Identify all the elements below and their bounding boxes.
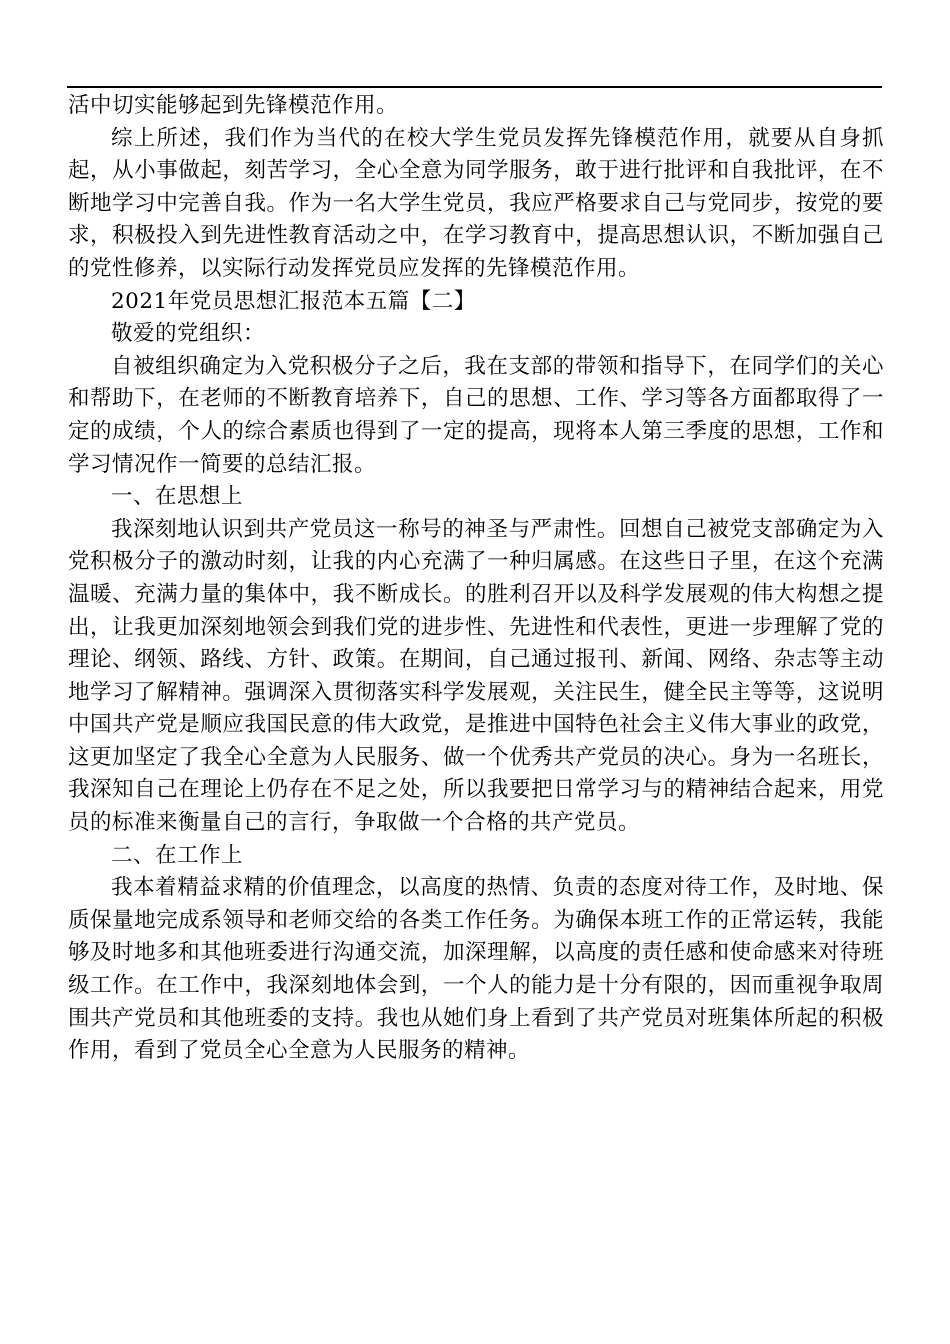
paragraph-intro: 自被组织确定为入党积极分子之后，我在支部的带领和指导下，在同学们的关心和帮助下，在老师的不断教育培养下，自己的思想、工作、学习等各方面都取得了一定的成绩，个人的综合素质也得到了一定的提高，现将本人第三季度的思想，工作和学习情况作一简要的总结汇报。 xyxy=(68,353,884,477)
section-title: 2021年党员思想汇报范本五篇【二】 xyxy=(111,288,476,314)
paragraph-thought: 我深刻地认识到共产党员这一称号的神圣与严肃性。回想自己被党支部确定为入党积极分子的激动时刻，让我的内心充满了一种归属感。在这些日子里，在这个充满温暖、充满力量的集体中，我不断成长。的胜利召开以及科学发展观的伟大构想之提出，让我更加深刻地领会到我们党的进步性、先进性和代表性，更进一步理解了党的理论、纲领、路线、方针、政策。在期间，自己通过报刊、新闻、网络、杂志等主动地学习了解精神。强调深入贯彻落实科学发展观，关注民生，健全民主等等，这说明中国共产党是顺应我国民意的伟大政党，是推进中国特色社会主义伟大事业的政党，这更加坚定了我全心全意为人民服务、做一个优秀共产党员的决心。身为一名班长，我深知自己在理论上仍存在不足之处，所以我要把日常学习与的精神结合起来，用党员的标准来衡量自己的言行，争取做一个合格的共产党员。 xyxy=(68,516,884,836)
paragraph-continuation: 活中切实能够起到先锋模范作用。 xyxy=(68,93,399,118)
paragraph-summary: 综上所述，我们作为当代的在校大学生党员发挥先锋模范作用，就要从自身抓起，从小事做起，刻苦学习，全心全意为同学服务，敢于进行批评和自我批评，在不断地学习中完善自我。作为一名大学生党员，我应严格要求自己与党同步，按党的要求，积极投入到先进性教育活动之中，在学习教育中，提高思想认识，不断加强自己的党性修养，以实际行动发挥党员应发挥的先锋模范作用。 xyxy=(68,125,884,281)
salutation: 敬爱的党组织： xyxy=(111,321,266,347)
heading-work: 二、在工作上 xyxy=(111,842,244,868)
header-rule xyxy=(67,86,882,88)
document-body xyxy=(68,90,884,1068)
heading-thought: 一、在思想上 xyxy=(111,484,244,510)
paragraph-work: 我本着精益求精的价值理念，以高度的热情、负责的态度对待工作，及时地、保质保量地完成系领导和老师交给的各类工作任务。为确保本班工作的正常运转，我能够及时地多和其他班委进行沟通交流，加深理解，以高度的责任感和使命感来对待班级工作。在工作中，我深刻地体会到，一个人的能力是十分有限的，因而重视争取周围共产党员和其他班委的支持。我也从她们身上看到了共产党员对班集体所起的积极作用，看到了党员全心全意为人民服务的精神。 xyxy=(68,875,884,1064)
